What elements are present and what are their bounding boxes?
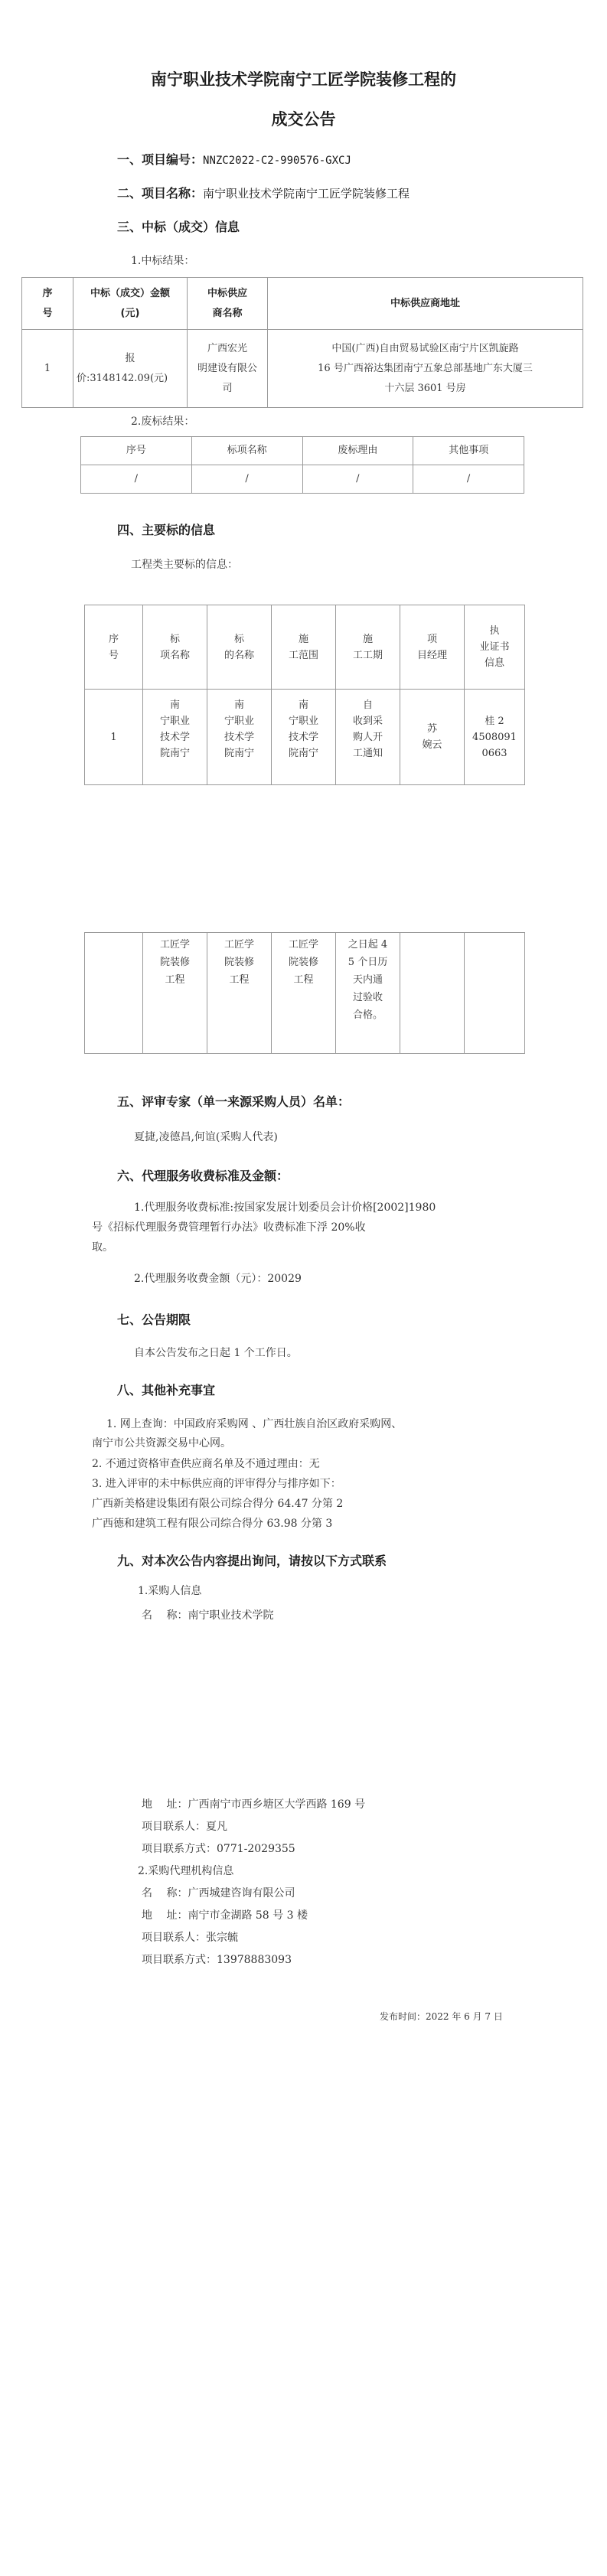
table-cell	[465, 933, 525, 1054]
cell-seq: 1	[85, 690, 143, 785]
th-other: 其他事项	[413, 437, 524, 465]
cell-lot-name: 南 宁职业 技术学 院南宁	[143, 690, 207, 785]
cell-scope: 南 宁职业 技术学 院南宁	[272, 690, 336, 785]
project-number	[117, 150, 351, 168]
agency-name: 名 称：广西城建咨询有限公司	[142, 1887, 295, 1899]
purchaser-contact: 项目联系人：夏凡	[142, 1821, 227, 1833]
section-3-heading: 三、中标（成交）信息	[117, 220, 240, 234]
cell-subject-name: 南 宁职业 技术学 院南宁	[207, 690, 272, 785]
cell-duration: 之日起 4 5 个日历 天内通 过验收 合格。	[336, 933, 400, 1054]
table-header-row	[85, 605, 525, 690]
cell-lot-name: 工匠学 院装修 工程	[143, 933, 207, 1054]
cell-address: 中国(广西)自由贸易试验区南宁片区凯旋路 16 号广西裕达集团南宁五象总部基地广东大厦三 十六层 3601 号房	[268, 330, 583, 408]
table-cell: /	[413, 465, 524, 494]
project-name-label: 二、项目名称：	[117, 186, 204, 201]
agency-info-title: 2.采购代理机构信息	[138, 1865, 234, 1877]
doc-title-line1: 南宁职业技术学院南宁工匠学院装修工程的	[151, 70, 456, 89]
cell-amount: 报 价:3148142.09(元)	[73, 330, 188, 408]
table-cell	[400, 933, 465, 1054]
award-result-label: 1.中标结果：	[131, 255, 195, 267]
purchaser-name: 名 称：南宁职业技术学院	[142, 1609, 274, 1622]
supplement-line1: 1. 网上查询：中国政府采购网 、广西壮族自治区政府采购网、	[106, 1418, 403, 1430]
cell-supplier: 广西宏光 明建设有限公 司	[188, 330, 268, 408]
table-row	[81, 465, 524, 494]
doc-title-line2: 成交公告	[271, 110, 336, 129]
section-6-heading: 六、代理服务收费标准及金额：	[117, 1169, 289, 1183]
fee-standard-line2: 号《招标代理服务费管理暂行办法》收费标准下浮 20%收	[92, 1221, 366, 1234]
agency-address: 地 址：南宁市金湖路 58 号 3 楼	[142, 1909, 308, 1922]
table-cell: /	[191, 465, 302, 494]
table-cell	[85, 933, 143, 1054]
engineering-subject-label: 工程类主要标的信息：	[131, 559, 238, 571]
notice-period: 自本公告发布之日起 1 个工作日。	[134, 1347, 298, 1359]
cell-certificate: 桂 2 4508091 0663	[465, 690, 525, 785]
th-seq: 序 号	[85, 605, 143, 690]
cell-manager: 苏 婉云	[400, 690, 465, 785]
purchaser-address: 地 址：广西南宁市西乡塘区大学西路 169 号	[142, 1798, 366, 1811]
th-supplier: 中标供应 商名称	[188, 278, 268, 330]
th-lot-name: 标 项名称	[143, 605, 207, 690]
agency-contact: 项目联系人：张宗毓	[142, 1932, 238, 1944]
purchaser-info-title: 1.采购人信息	[138, 1585, 202, 1597]
th-certificate: 执 业证书 信息	[465, 605, 525, 690]
th-seq: 序 号	[22, 278, 73, 330]
supplement-line2: 南宁市公共资源交易中心网。	[92, 1437, 231, 1449]
th-address: 中标供应商地址	[268, 278, 583, 330]
project-number-label: 一、项目编号：	[117, 152, 204, 167]
th-reason: 废标理由	[302, 437, 413, 465]
th-subject-name: 标 的名称	[207, 605, 272, 690]
table-cell: /	[81, 465, 192, 494]
th-scope: 施 工范围	[272, 605, 336, 690]
table-row	[85, 690, 525, 785]
table-row	[22, 330, 583, 408]
failed-bid-table	[80, 436, 524, 494]
supplement-line5: 广西新美格建设集团有限公司综合得分 64.47 分第 2	[92, 1498, 344, 1510]
failed-bid-label: 2.废标结果：	[131, 416, 195, 428]
award-result-table	[21, 277, 583, 408]
expert-list: 夏捷,凌德昌,何谊(采购人代表)	[134, 1131, 278, 1143]
th-seq: 序号	[81, 437, 192, 465]
main-subject-table	[84, 605, 525, 785]
cell-duration: 自 收到采 购人开 工通知	[336, 690, 400, 785]
table-header-row	[81, 437, 524, 465]
fee-amount: 2.代理服务收费金额（元）：20029	[134, 1273, 302, 1285]
table-header-row	[22, 278, 583, 330]
section-5-heading: 五、评审专家（单一来源采购人员）名单：	[117, 1094, 351, 1109]
purchaser-phone: 项目联系方式：0771-2029355	[142, 1843, 295, 1855]
cell-scope: 工匠学 院装修 工程	[272, 933, 336, 1054]
main-subject-table-continued	[84, 932, 525, 1054]
supplement-line4: 3. 进入评审的未中标供应商的评审得分与排序如下：	[92, 1478, 341, 1490]
publish-date: 发布时间：2022 年 6 月 7 日	[380, 2011, 503, 2022]
project-name	[117, 184, 410, 201]
section-7-heading: 七、公告期限	[117, 1312, 191, 1327]
supplement-line3: 2. 不通过资格审查供应商名单及不通过理由：无	[92, 1458, 320, 1470]
cell-seq: 1	[22, 330, 73, 408]
section-8-heading: 八、其他补充事宜	[117, 1383, 216, 1397]
agency-phone: 项目联系方式：13978883093	[142, 1954, 292, 1966]
project-number-value: NNZC2022-C2-990576-GXCJ	[203, 155, 351, 167]
th-lot-name: 标项名称	[191, 437, 302, 465]
project-name-value: 南宁职业技术学院南宁工匠学院装修工程	[203, 187, 410, 201]
supplement-line6: 广西德和建筑工程有限公司综合得分 63.98 分第 3	[92, 1518, 333, 1530]
table-row	[85, 933, 525, 1054]
fee-standard-line1: 1.代理服务收费标准:按国家发展计划委员会计价格[2002]1980	[134, 1202, 436, 1214]
fee-standard-line3: 取。	[92, 1241, 113, 1254]
section-9-heading: 九、对本次公告内容提出询问，请按以下方式联系	[117, 1554, 387, 1568]
cell-subject-name: 工匠学 院装修 工程	[207, 933, 272, 1054]
table-cell: /	[302, 465, 413, 494]
th-amount: 中标（成交）金额 (元)	[73, 278, 188, 330]
th-duration: 施 工工期	[336, 605, 400, 690]
section-4-heading: 四、主要标的信息	[117, 523, 216, 537]
th-manager: 项 目经理	[400, 605, 465, 690]
